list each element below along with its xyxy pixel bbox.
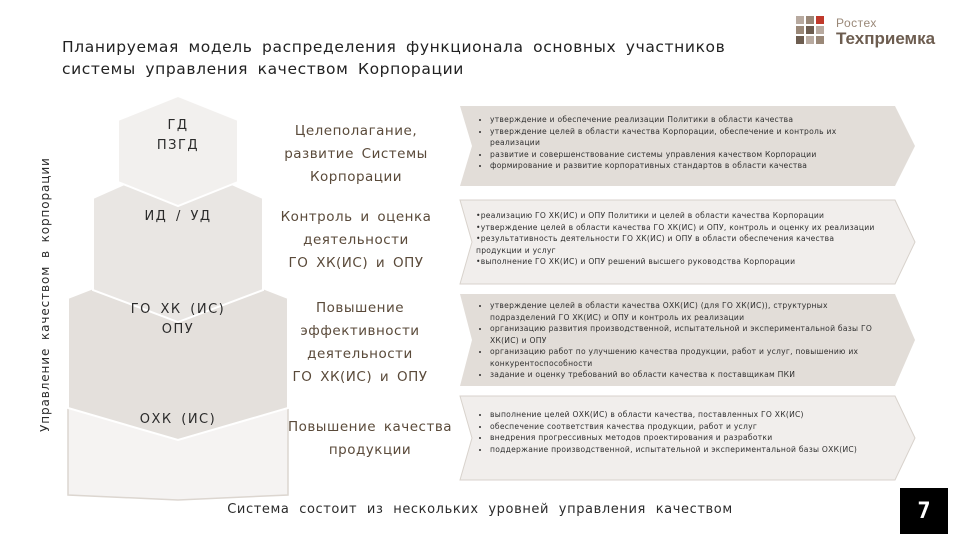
box-3-text	[476, 300, 894, 381]
box-2-text	[476, 210, 876, 268]
level-1-label-line-2: ПЗГД	[156, 138, 200, 153]
function-1-line-3: Корпорации	[309, 169, 403, 185]
function-3-line-2: эффективности	[300, 323, 420, 339]
function-2	[266, 206, 446, 275]
vertical-side-label: Управление качеством в корпорации	[38, 157, 52, 432]
logo-text-line-1: Ростех	[836, 16, 877, 30]
box-4-bullet: • выполнение целей ОХК(ИС) в области качества, поставленных ГО ХК(ИС)	[490, 409, 866, 421]
box-3-bullet: • организацию работ по улучшению качества продукции, работ и услуг, повышению их конкурентоспособности	[490, 346, 894, 369]
page-title-line-1: Планируемая модель распределения функционала основных участников	[62, 38, 726, 56]
page-title-line-2: системы управления качеством Корпорации	[62, 60, 464, 78]
box-4-bullet: • обеспечение соответствия качества продукции, работ и услуг	[490, 421, 866, 433]
level-1-label-line-1: ГД	[167, 118, 189, 133]
box-1-text	[476, 114, 881, 172]
box-4-bullet: • поддержание производственной, испытательной и экспериментальной базы ОХК(ИС)	[490, 444, 866, 456]
box-1-bullet: • утверждение и обеспечение реализации Политики в области качества	[490, 114, 881, 126]
function-2-line-2: деятельности	[303, 232, 409, 248]
function-1	[266, 120, 446, 189]
function-3-line-3: деятельности	[307, 346, 413, 362]
level-1-label	[118, 116, 238, 156]
level-3-label	[98, 300, 258, 340]
function-4-line-1: Повышение качества	[287, 419, 453, 435]
box-4-bullet: • внедрения прогрессивных методов проектирования и разработки	[490, 432, 866, 444]
box-3-bullet: • утверждение целей в области качества ОХК(ИС) (для ГО ХК(ИС)), структурных подразделений ГО ХК(ИС) и ОПУ и контроль их реализации	[490, 300, 894, 323]
box-1-bullet: • формирование и развитие корпоративных стандартов в области качества	[490, 160, 881, 172]
level-2-label	[98, 207, 258, 227]
box-4-text	[476, 409, 866, 455]
function-4-line-2: продукции	[328, 442, 412, 458]
box-1-bullet: • утверждение целей в области качества Корпорации, обеспечение и контроль их реализации	[490, 126, 881, 149]
function-1-line-2: развитие Системы	[284, 146, 428, 162]
box-2-item: •реализацию ГО ХК(ИС) и ОПУ Политики и целей в области качества Корпорации	[476, 211, 825, 220]
box-1-bullet: • развитие и совершенствование системы управления качеством Корпорации	[490, 149, 881, 161]
logo-text-line-2: Техприемка	[836, 29, 936, 48]
function-1-line-1: Целеполагание,	[294, 123, 418, 139]
level-2-label-line-1: ИД / УД	[144, 209, 212, 224]
level-3-label-line-1: ГО ХК (ИС)	[130, 302, 226, 317]
box-2-item: •утверждение целей в области качества ГО ХК(ИС) и ОПУ, контроль и оценку их реализации	[476, 222, 875, 232]
page-number: 7	[900, 488, 948, 534]
function-2-line-3: ГО ХК(ИС) и ОПУ	[288, 255, 424, 271]
level-4-label	[98, 410, 258, 430]
function-3-line-1: Повышение	[315, 300, 405, 316]
function-4	[280, 416, 460, 462]
box-2-item: •выполнение ГО ХК(ИС) и ОПУ решений высшего руководства Корпорации	[476, 257, 796, 266]
box-3-bullet: • задание и оценку требований во области качества к поставщикам ПКИ	[490, 369, 894, 381]
box-2-item: •результативность деятельности ГО ХК(ИС) и ОПУ в области обеспечения качества продукции и услуг	[476, 234, 835, 255]
function-3-line-4: ГО ХК(ИС) и ОПУ	[292, 369, 428, 385]
function-2-line-1: Контроль и оценка	[280, 209, 432, 225]
function-3	[270, 297, 450, 389]
level-3-label-line-2: ОПУ	[161, 322, 195, 337]
level-4-label-line-1: ОХК (ИС)	[139, 412, 217, 427]
box-3-bullet: • организацию развития производственной, испытательной и экспериментальной базы ГО ХК(ИС) и ОПУ	[490, 323, 894, 346]
footer-caption: Система состоит из нескольких уровней управления качеством	[227, 502, 733, 517]
